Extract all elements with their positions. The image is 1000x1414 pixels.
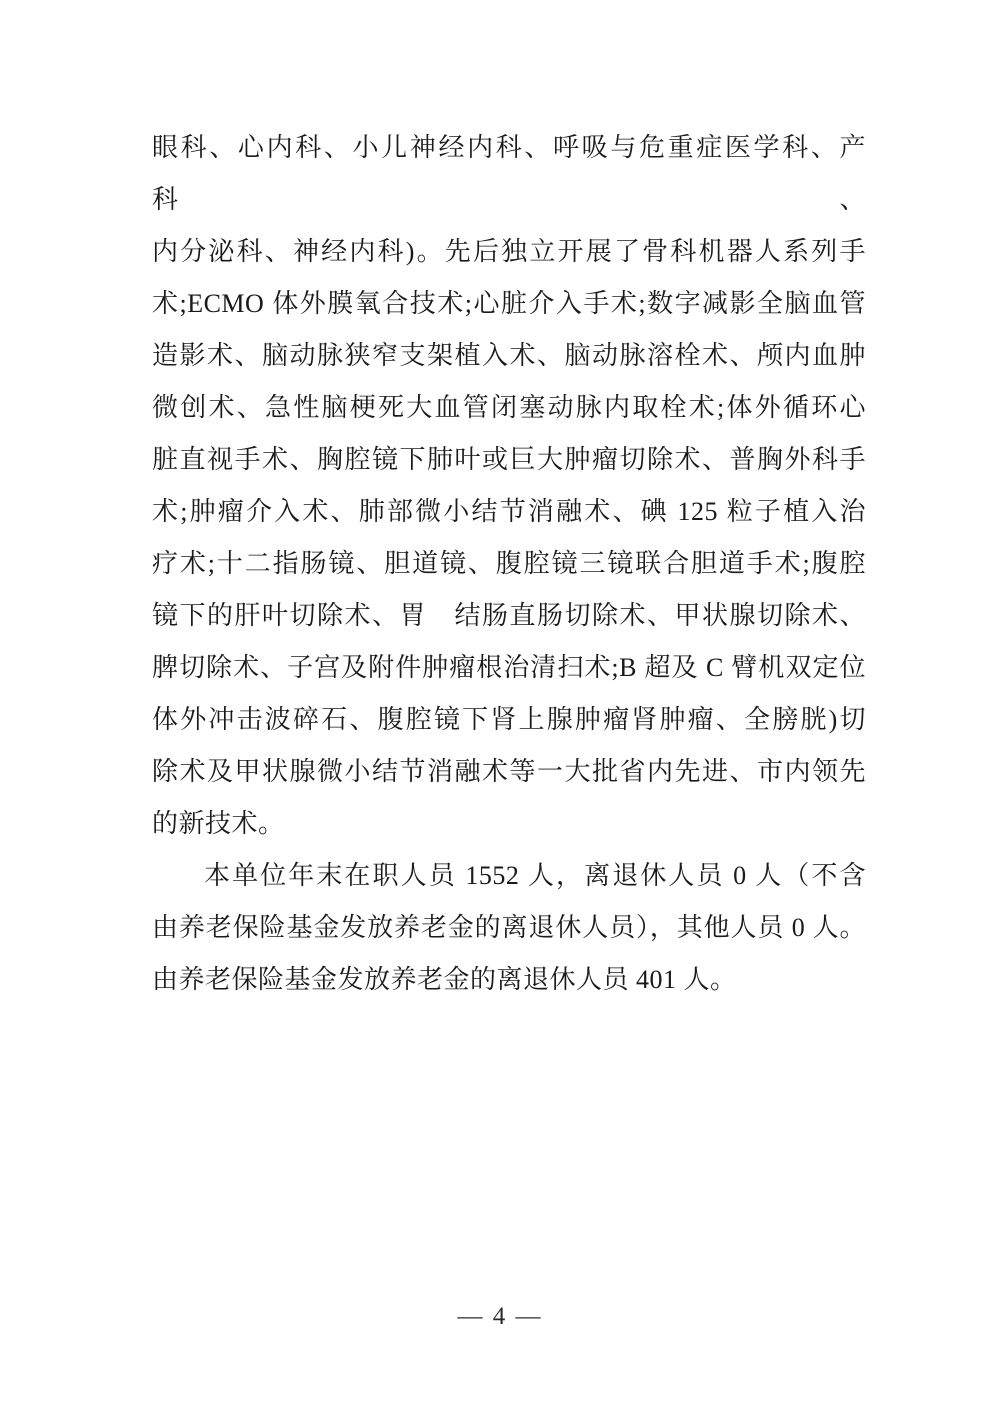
text-line: 造影术、脑动脉狭窄支架植入术、脑动脉溶栓术、颅内血肿	[152, 341, 866, 370]
body-text	[152, 122, 866, 1006]
text-line: 本单位年末在职人员 1552 人，离退休人员 0 人（不含	[204, 861, 866, 890]
text-line: 术;ECMO 体外膜氧合技术;心脏介入手术;数字减影全脑血管	[152, 289, 866, 318]
text-line: 镜下的肝叶切除术、胃 结肠直肠切除术、甲状腺切除术、	[152, 601, 866, 630]
paragraph-staff-statistics	[152, 850, 866, 1006]
text-line: 微创术、急性脑梗死大血管闭塞动脉内取栓术;体外循环心	[152, 393, 866, 422]
text-line: 脏直视手术、胸腔镜下肺叶或巨大肿瘤切除术、普胸外科手	[152, 445, 866, 474]
text-line: 由养老保险基金发放养老金的离退休人员），其他人员 0 人。	[152, 913, 866, 942]
text-line: 的新技术。	[152, 809, 285, 838]
text-line: 体外冲击波碎石、腹腔镜下肾上腺肿瘤肾肿瘤、全膀胱)切	[152, 705, 866, 734]
text-line: 疗术;十二指肠镜、胆道镜、腹腔镜三镜联合胆道手术;腹腔	[152, 549, 866, 578]
text-line: 术;肿瘤介入术、肺部微小结节消融术、碘 125 粒子植入治	[152, 497, 866, 526]
text-line: 除术及甲状腺微小结节消融术等一大批省内先进、市内领先	[152, 757, 866, 786]
text-line: 脾切除术、子宫及附件肿瘤根治清扫术;B 超及 C 臂机双定位	[152, 653, 866, 682]
paragraph-new-technologies	[152, 122, 866, 850]
text-line: 由养老保险基金发放养老金的离退休人员 401 人。	[152, 965, 737, 994]
page-number: — 4 —	[457, 1303, 543, 1330]
text-line: 内分泌科、神经内科)。先后独立开展了骨科机器人系列手	[152, 237, 866, 266]
text-line: 眼科、心内科、小儿神经内科、呼吸与危重症医学科、产科、	[152, 133, 866, 214]
